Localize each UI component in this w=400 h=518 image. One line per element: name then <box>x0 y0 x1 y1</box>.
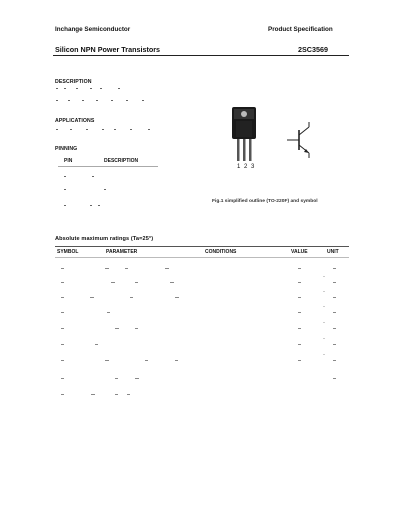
applications-text-line <box>56 129 156 131</box>
ratings-col-value: VALUE <box>291 249 308 255</box>
pinning-col-pin: PIN <box>64 158 73 164</box>
pinning-heading: PINNING <box>55 146 78 152</box>
description-text-line-1 <box>56 88 136 90</box>
ratings-col-parameter: PARAMETER <box>106 249 138 255</box>
ratings-table-body <box>55 262 349 412</box>
ratings-top-rule <box>55 246 349 247</box>
pin-numbers-label: 1 2 3 <box>237 164 256 170</box>
title-rule <box>53 55 349 56</box>
document-type: Product Specification <box>268 26 333 33</box>
ratings-header-rule <box>55 257 349 258</box>
pinning-header-rule <box>58 166 158 167</box>
document-title: Silicon NPN Power Transistors <box>55 45 161 54</box>
company-name: Inchange Semiconductor <box>55 26 131 33</box>
part-number: 2SC3569 <box>298 45 328 54</box>
description-heading: DESCRIPTION <box>55 79 92 85</box>
npn-transistor-symbol-icon <box>285 120 319 160</box>
pin-row-2 <box>64 189 114 191</box>
figure-caption: Fig.1 simplified outline (TO-220F) and symbol <box>212 199 318 204</box>
description-text-line-2 <box>56 100 151 102</box>
to220f-package-icon <box>228 105 262 165</box>
applications-heading: APPLICATIONS <box>55 118 95 124</box>
ratings-col-conditions: CONDITIONS <box>205 249 237 255</box>
pin-row-3 <box>64 205 114 207</box>
ratings-col-unit: UNIT <box>327 249 339 255</box>
ratings-heading: Absolute maximum ratings (Ta=25°) <box>55 236 154 242</box>
pin-row-1 <box>64 176 104 178</box>
pinning-col-description: DESCRIPTION <box>104 158 139 164</box>
ratings-col-symbol: SYMBOL <box>57 249 79 255</box>
